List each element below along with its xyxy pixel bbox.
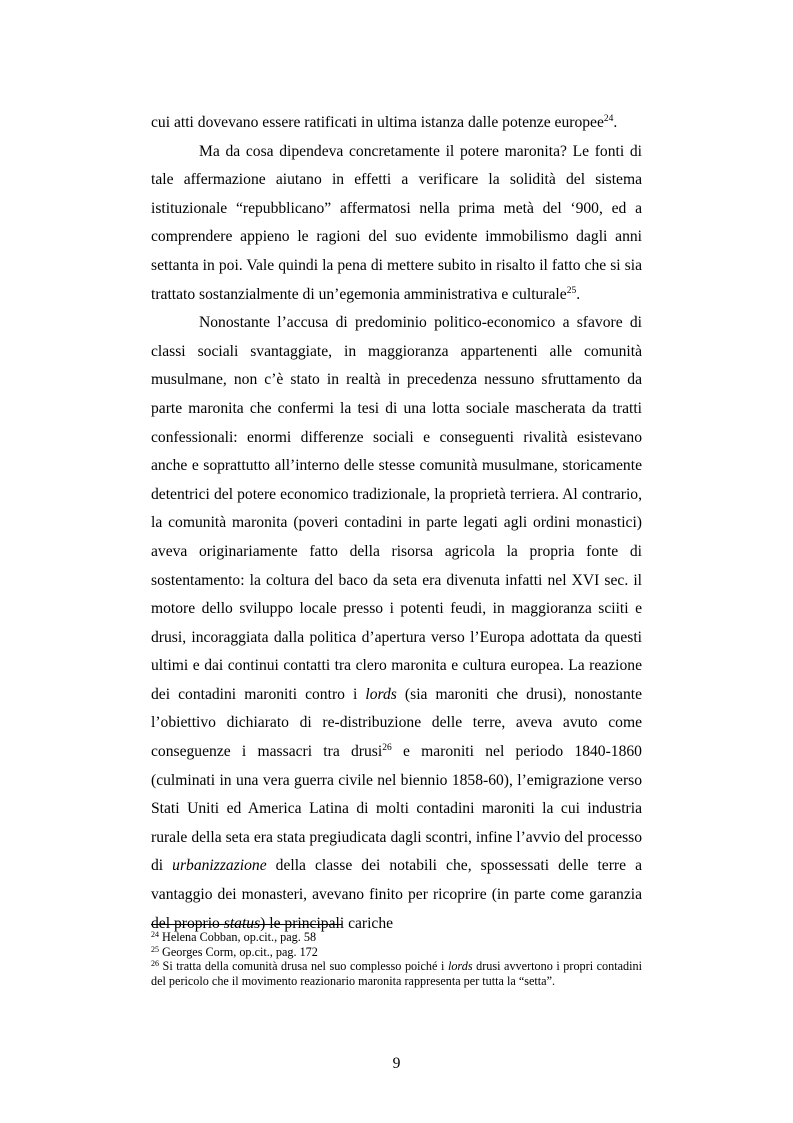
text-run: Helena Cobban, op.cit., pag. 58 <box>159 930 317 944</box>
text-run: cui atti dovevano essere ratificati in ultima istanza dalle potenze europee <box>151 114 604 131</box>
italic-text: lords <box>365 685 397 703</box>
text-run: Ma da cosa dipendeva concretamente il potere maronita? Le fonti di tale affermazione aiutano in effetti a verificare la solidità del sistema istituzionale “repubblicano” affermatosi nella prima metà del ‘900, ed a comprendere appieno le ragioni del suo evidente immobilismo dagli anni settanta in poi. Vale quindi la pena di mettere subito in risalto il fatto che si sia trattato sostanzialmente di un’egemonia amministrativa e culturale <box>151 142 642 303</box>
italic-text: urbanizzazione <box>172 857 267 875</box>
text-run: drusi avvertono i propri contadini del pericolo che il movimento reazionario maronita rappresenta per tutta la “setta”. <box>151 959 642 988</box>
footnote-ref: 25 <box>566 285 577 296</box>
text-run: . <box>613 114 618 131</box>
footnote-ref: 26 <box>382 743 392 754</box>
paragraph <box>151 309 642 938</box>
footnote-ref: 24 <box>603 114 614 124</box>
footnote-ref: 26 <box>151 959 159 969</box>
text-run: della classe dei notabili che, spossessati delle terre a vantaggio dei monasteri, avevano finito per ricoprire (in parte come garanzia del proprio <box>151 857 642 932</box>
italic-text: status <box>223 914 261 932</box>
footnote-ref: 25 <box>151 944 159 954</box>
footnote-separator <box>151 924 342 925</box>
text-run: Nonostante l’accusa di predominio politico-economico a sfavore di classi sociali svantaggiate, in maggioranza appartenenti alle comunità musulmane, non c’è stato in realtà in precedenza nessuno sfruttamento da parte maronita che confermi la tesi di una lotta sociale mascherata da tratti confessionali: enormi differenze sociali e conseguenti rivalità esistevano anche e soprattutto all’interno delle stesse comunità musulmane, storicamente detentrici del potere economico tradizionale, la proprietà terriera. Al contrario, la comunità maronita (poveri contadini in parte legati agli ordini monastici) aveva originariamente fatto della risorsa agricola la propria fonte di sostentamento: la coltura del baco da seta era divenuta infatti nel XVI sec. il motore dello sviluppo locale presso i potenti feudi, in maggioranza sciiti e drusi, incoraggiata dalla politica d’apertura verso l’Europa adottata da questi ultimi e dai continui contatti tra clero maronita e cultura europea. La reazione dei contadini maroniti contro i <box>151 314 642 703</box>
paragraph <box>151 138 642 310</box>
text-run: . <box>576 285 581 303</box>
page-number: 9 <box>392 1055 401 1072</box>
text-run: Georges Corm, op.cit., pag. 172 <box>159 944 318 959</box>
paragraph <box>151 109 642 138</box>
text-run: Si tratta della comunità drusa nel suo complesso poiché i <box>159 959 448 974</box>
footnotes <box>151 930 642 988</box>
footnote <box>151 945 642 960</box>
italic-text: lords <box>447 959 473 974</box>
text-run: (sia maroniti che drusi), nonostante l’obiettivo dichiarato di re-distribuzione delle terre, aveva avuto come conseguenze i massacri tra drusi <box>151 685 642 761</box>
footnote-ref: 24 <box>151 930 159 939</box>
text-run: e maroniti nel periodo 1840-1860 (culminati in una vera guerra civile nel biennio 1858-60), l’emigrazione verso Stati Uniti ed America Latina di molti contadini maroniti la cui industria rurale della seta era stata pregiudicata dagli scontri, infine l’avvio del processo di <box>151 743 642 875</box>
footnote <box>151 930 642 945</box>
body-text <box>151 109 642 938</box>
text-run: ) le principali cariche <box>260 914 394 932</box>
footnote <box>151 959 642 988</box>
